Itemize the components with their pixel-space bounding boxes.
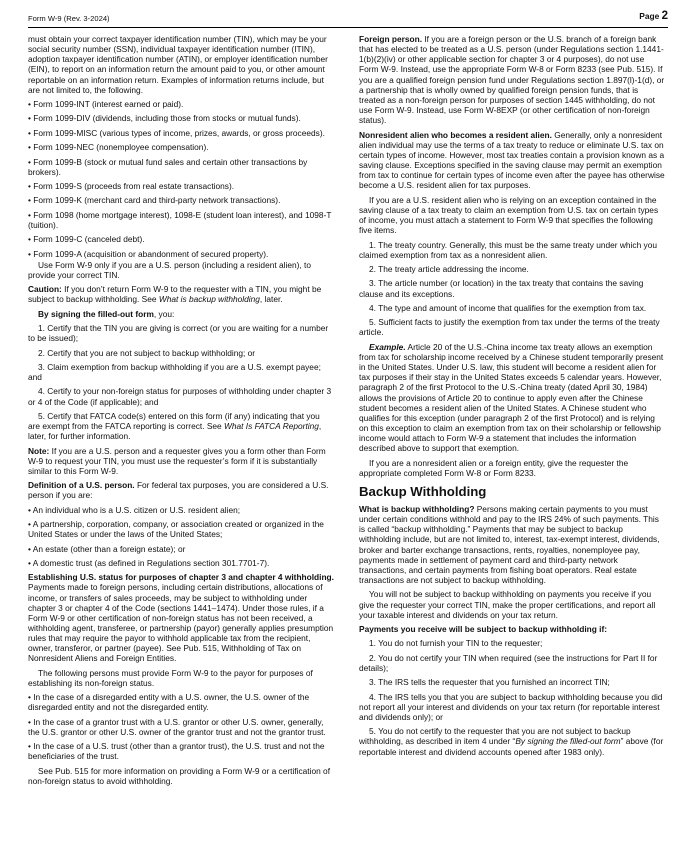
page-header (28, 10, 668, 26)
caution-end: , later. (259, 294, 283, 305)
payment-item: 4. The IRS tells you that you are subject to backup withholding because you did not report all your interest and dividends on your tax return (for reportable interest and dividends only); or (359, 691, 663, 722)
bullet-item: • Form 1099-B (stock or mutual fund sales and certain other transactions by brokers). (28, 156, 308, 177)
use-form-paragraph: Use Form W-9 only if you are a U.S. person (including a resident alien), to provide your correct TIN. (28, 259, 311, 280)
treaty-item: 1. The treaty country. Generally, this must be the same treaty under which you claimed exemption from tax as a nonresident alien. (359, 239, 657, 260)
definition-text: For federal tax purposes, you are considered a U.S. person if you are: (28, 480, 329, 501)
nonresident-alien-label: Nonresident alien who becomes a resident alien. (359, 129, 552, 140)
example-text: Article 20 of the U.S.-China income tax treaty allows an exemption from tax for scholarship income received by a Chinese student temporarily present in the United States. Under U.S. law, this student will become a resident alien for tax purposes if their stay in the United States exceeds 5 calendar years. However, paragraph 2 of the first Protocol to the U.S.-China treaty (dated April 30, 1984) allows the provisions of Article 20 to continue to apply even after the Chinese student becomes a resident alien of the United States. A Chinese student who qualifies for this exception (under paragraph 2 of the first Protocol) and is relying on this exception to claim an exemption from tax on their scholarship or fellowship income would attach to Form W-9 a statement that includes the information described above to support that exemption. (359, 341, 664, 454)
treaty-item: 3. The article number (or location) in the tax treaty that contains the saving clause and its exceptions. (359, 278, 644, 299)
item5-end: , later, for further information. (28, 421, 322, 442)
item5-text: 5. Certify that FATCA code(s) entered on this form (if any) indicating that you are exempt from the FATCA reporting is correct. See (28, 410, 320, 432)
bullet-item: • In the case of a disregarded entity with a U.S. owner, the U.S. owner of the disregarded entity and not the disregarded entity. (28, 692, 310, 713)
bullet-item: • Form 1099-MISC (various types of income, prizes, awards, or gross proceeds). (28, 127, 325, 138)
caution-paragraph (28, 284, 334, 304)
what-is-bw-label: What is backup withholding? (359, 503, 475, 514)
bullet-item: • In the case of a U.S. trust (other than a grantor trust), the U.S. trust and not the beneficiaries of the trust. (28, 741, 325, 762)
bullet-item: • A domestic trust (as defined in Regulations section 301.7701-7). (28, 557, 270, 568)
bullet-item: • Form 1099-K (merchant card and third-party network transactions). (28, 195, 281, 206)
numbered-item: 3. Claim exemption from backup withholding if you are a U.S. exempt payee; and (28, 361, 321, 383)
bullet-item: • A partnership, corporation, company, or association created or organized in the United States or under the laws of the United States; (28, 519, 324, 540)
signing-label: By signing the filled-out form (38, 308, 154, 319)
item5-ref: What Is FATCA Reporting (224, 421, 319, 432)
treaty-item: 2. The treaty article addressing the income. (369, 264, 529, 275)
foreign-person-label: Foreign person. (359, 34, 423, 44)
payments-label-text: Payments you receive will be subject to backup withholding if: (359, 624, 608, 635)
pub515-paragraph: See Pub. 515 for more information on providing a Form W-9 or a certification of non-foreign status to avoid withholding. (28, 765, 331, 786)
note-paragraph (28, 446, 334, 476)
numbered-item: 4. Certify to your non-foreign status for purposes of withholding under chapter 3 or 4 of the Code (if applicable); and (28, 386, 332, 407)
backup-withholding-heading: Backup Withholding (359, 483, 487, 499)
payment-item: 1. You do not furnish your TIN to the requester; (369, 638, 543, 649)
bullet-item: • Form 1099-NEC (nonemployee compensation). (28, 142, 209, 153)
numbered-item: 1. Certify that the TIN you are giving is correct (or you are waiting for a number to be issued); (28, 323, 329, 344)
bullet-item: • In the case of a grantor trust with a U.S. grantor or other U.S. owner, generally, the U.S. grantor or other U.S. owner of the grantor trust and not the grantor trust. (28, 716, 326, 737)
bullet-item: • Form 1099-DIV (dividends, including those from stocks or mutual funds). (28, 113, 301, 124)
payment-item: 3. The IRS tells the requester that you furnished an incorrect TIN; (369, 677, 610, 688)
nonresident-alien-text: Generally, only a nonresident alien individual may use the terms of a tax treaty to reduce or eliminate U.S. tax on certain types of income. However, most tax treaties contain a provision known as a saving clause. Exceptions specified in the saving clause may permit an exemption from tax to continue for certain types of income even after the payee has otherwise become a U.S. resident alien for tax purposes. (359, 129, 665, 191)
what-is-bw-text: Persons making certain payments to you must under certain conditions withhold and pay to the IRS 24% of such payments. This is called “backup withholding.” Payments that may be subject to backup withholding include, but are not limited to, interest, tax-exempt interest, dividends, broker and barter exchange transactions, rents, royalties, nonemployee pay, payments made in settlement of payment card and third-party network transactions, and certain payments from fishing boat operators. Real estate transactions are not subject to backup withholding. (359, 503, 660, 586)
definition-paragraph (28, 480, 334, 500)
relying-paragraph: If you are a U.S. resident alien who is relying on an exception contained in the saving clause of a tax treaty to claim an exemption from U.S. tax on certain types of income, you must attach a statement to Form W-9 that specifies the following five items. (359, 194, 659, 236)
example-paragraph (359, 342, 665, 454)
bullet-item: • Form 1099-INT (interest earned or paid). (28, 99, 184, 110)
foreign-person-text: If you are a foreign person or the U.S. branch of a foreign bank that has elected to be treated as a U.S. person (under Regulations section 1.1441-1(b)(2)(iv) or other applicable section for chapter 3 or 4 purposes), do not use Form W-9. Instead, use the appropriate Form W-8 or Form 8233 (see Pub. 515). If you are a qualified foreign pension fund under Regulations section 1.897(l)-1(d), or a partnership that is wholly owned by qualified foreign pension funds, that is treated as a non-foreign person for purposes of section 1445 withholding, do not use Form W-9. Instead, use Form W-8EXP (or other certification of non-foreign status). (359, 34, 665, 126)
establishing-text: Payments made to foreign persons, including certain distributions, allocations of income, or transfers of sales proceeds, may be subject to withholding under chapter 3 or chapter 4 of the Code (sections 1441–1474). Under those rules, if a Form W-9 or other certification of non-foreign status has not been received, a withholding agent, transferee, or partnership (payor) generally applies presumption rules that may require the payor to withhold applicable tax from the recipient, owner, transferor, or partner (payee). See Pub. 515, Withholding of Tax on Nonresident Aliens and Foreign Entities. (28, 582, 334, 664)
payment-item: 2. You do not certify your TIN when required (see the instructions for Part II for details); (359, 652, 658, 673)
bullet-item: • Form 1099-C (canceled debt). (28, 234, 145, 245)
signing-end: , you: (153, 308, 175, 319)
header-rule (28, 27, 668, 28)
page-number: 2 (661, 10, 668, 22)
what-is-bw-paragraph (359, 504, 665, 585)
pay5-end: ” above (for reportable interest and dividend accounts opened after 1983 only). (359, 736, 664, 757)
caution-text: If you don’t return Form W-9 to the requester with a TIN, you might be subject to backup withholding. See (28, 284, 322, 305)
numbered-item: 2. Certify that you are not subject to backup withholding; or (38, 347, 256, 358)
bullet-item: • An individual who is a U.S. citizen or U.S. resident alien; (28, 504, 241, 515)
establishing-paragraph (28, 572, 334, 663)
bullet-item: • Form 1099-S (proceeds from real estate transactions). (28, 181, 235, 191)
note-label: Note: (28, 445, 50, 456)
definition-label: Definition of a U.S. person. (28, 480, 135, 491)
numbered-item (28, 411, 334, 441)
pay5-text: 5. You do not certify to the requester that you are not subject to backup withholding, as described in item 4 under “ (359, 726, 631, 747)
treaty-item: 4. The type and amount of income that qualifies for the exemption from tax. (369, 302, 647, 313)
form-id: Form W-9 (Rev. 3-2024) (28, 14, 110, 23)
caution-label: Caution: (28, 284, 62, 295)
right-column (359, 34, 665, 761)
payment-item (359, 726, 665, 756)
signing-paragraph (28, 309, 334, 319)
bullet-item: • An estate (other than a foreign estate); or (28, 543, 186, 554)
page-word: Page (639, 11, 660, 21)
nonresident-alien-paragraph (359, 130, 665, 191)
treaty-item: 5. Sufficient facts to justify the exemption from tax under the terms of the treaty article. (359, 317, 660, 338)
nonresident-paragraph: If you are a nonresident alien or a foreign entity, give the requester the appropriate completed Form W-8 or Form 8233. (359, 457, 629, 478)
tin-paragraph: must obtain your correct taxpayer identification number (TIN), which may be your social security number (SSN), individual taxpayer identification number (ITIN), adoption taxpayer identification number (ATIN), or employer identification number (EIN), to report on an information return the amount paid to you, or other amount reportable on an information return. Examples of information returns include, but are not limited to, the following. (28, 34, 328, 95)
page-label (639, 10, 668, 22)
bullet-item: • Form 1098 (home mortgage interest), 1098-E (student loan interest), and 1098-T (tuition). (28, 209, 332, 230)
note-text: If you are a U.S. person and a requester gives you a form other than Form W-9 to request your TIN, you must use the requester’s form if it is substantially similar to this Form W-9. (28, 445, 326, 476)
caution-ref: What is backup withholding (158, 294, 260, 305)
left-column (28, 34, 334, 790)
pay5-ref: By signing the filled-out form (515, 736, 621, 747)
example-label: Example. (369, 341, 406, 352)
following-paragraph: The following persons must provide Form W-9 to the payor for purposes of establishing its non-foreign status. (28, 667, 313, 688)
not-subject-paragraph: You will not be subject to backup withholding on payments you receive if you give the requester your correct TIN, make the proper certifications, and report all your taxable interest and dividends on your tax return. (359, 589, 656, 620)
foreign-person-paragraph (359, 34, 665, 125)
establishing-label: Establishing U.S. status for purposes of chapter 3 and chapter 4 withholding. (28, 572, 334, 583)
payments-label (359, 624, 665, 634)
bullet-item: • Form 1099-A (acquisition or abandonment of secured property). (28, 248, 269, 259)
